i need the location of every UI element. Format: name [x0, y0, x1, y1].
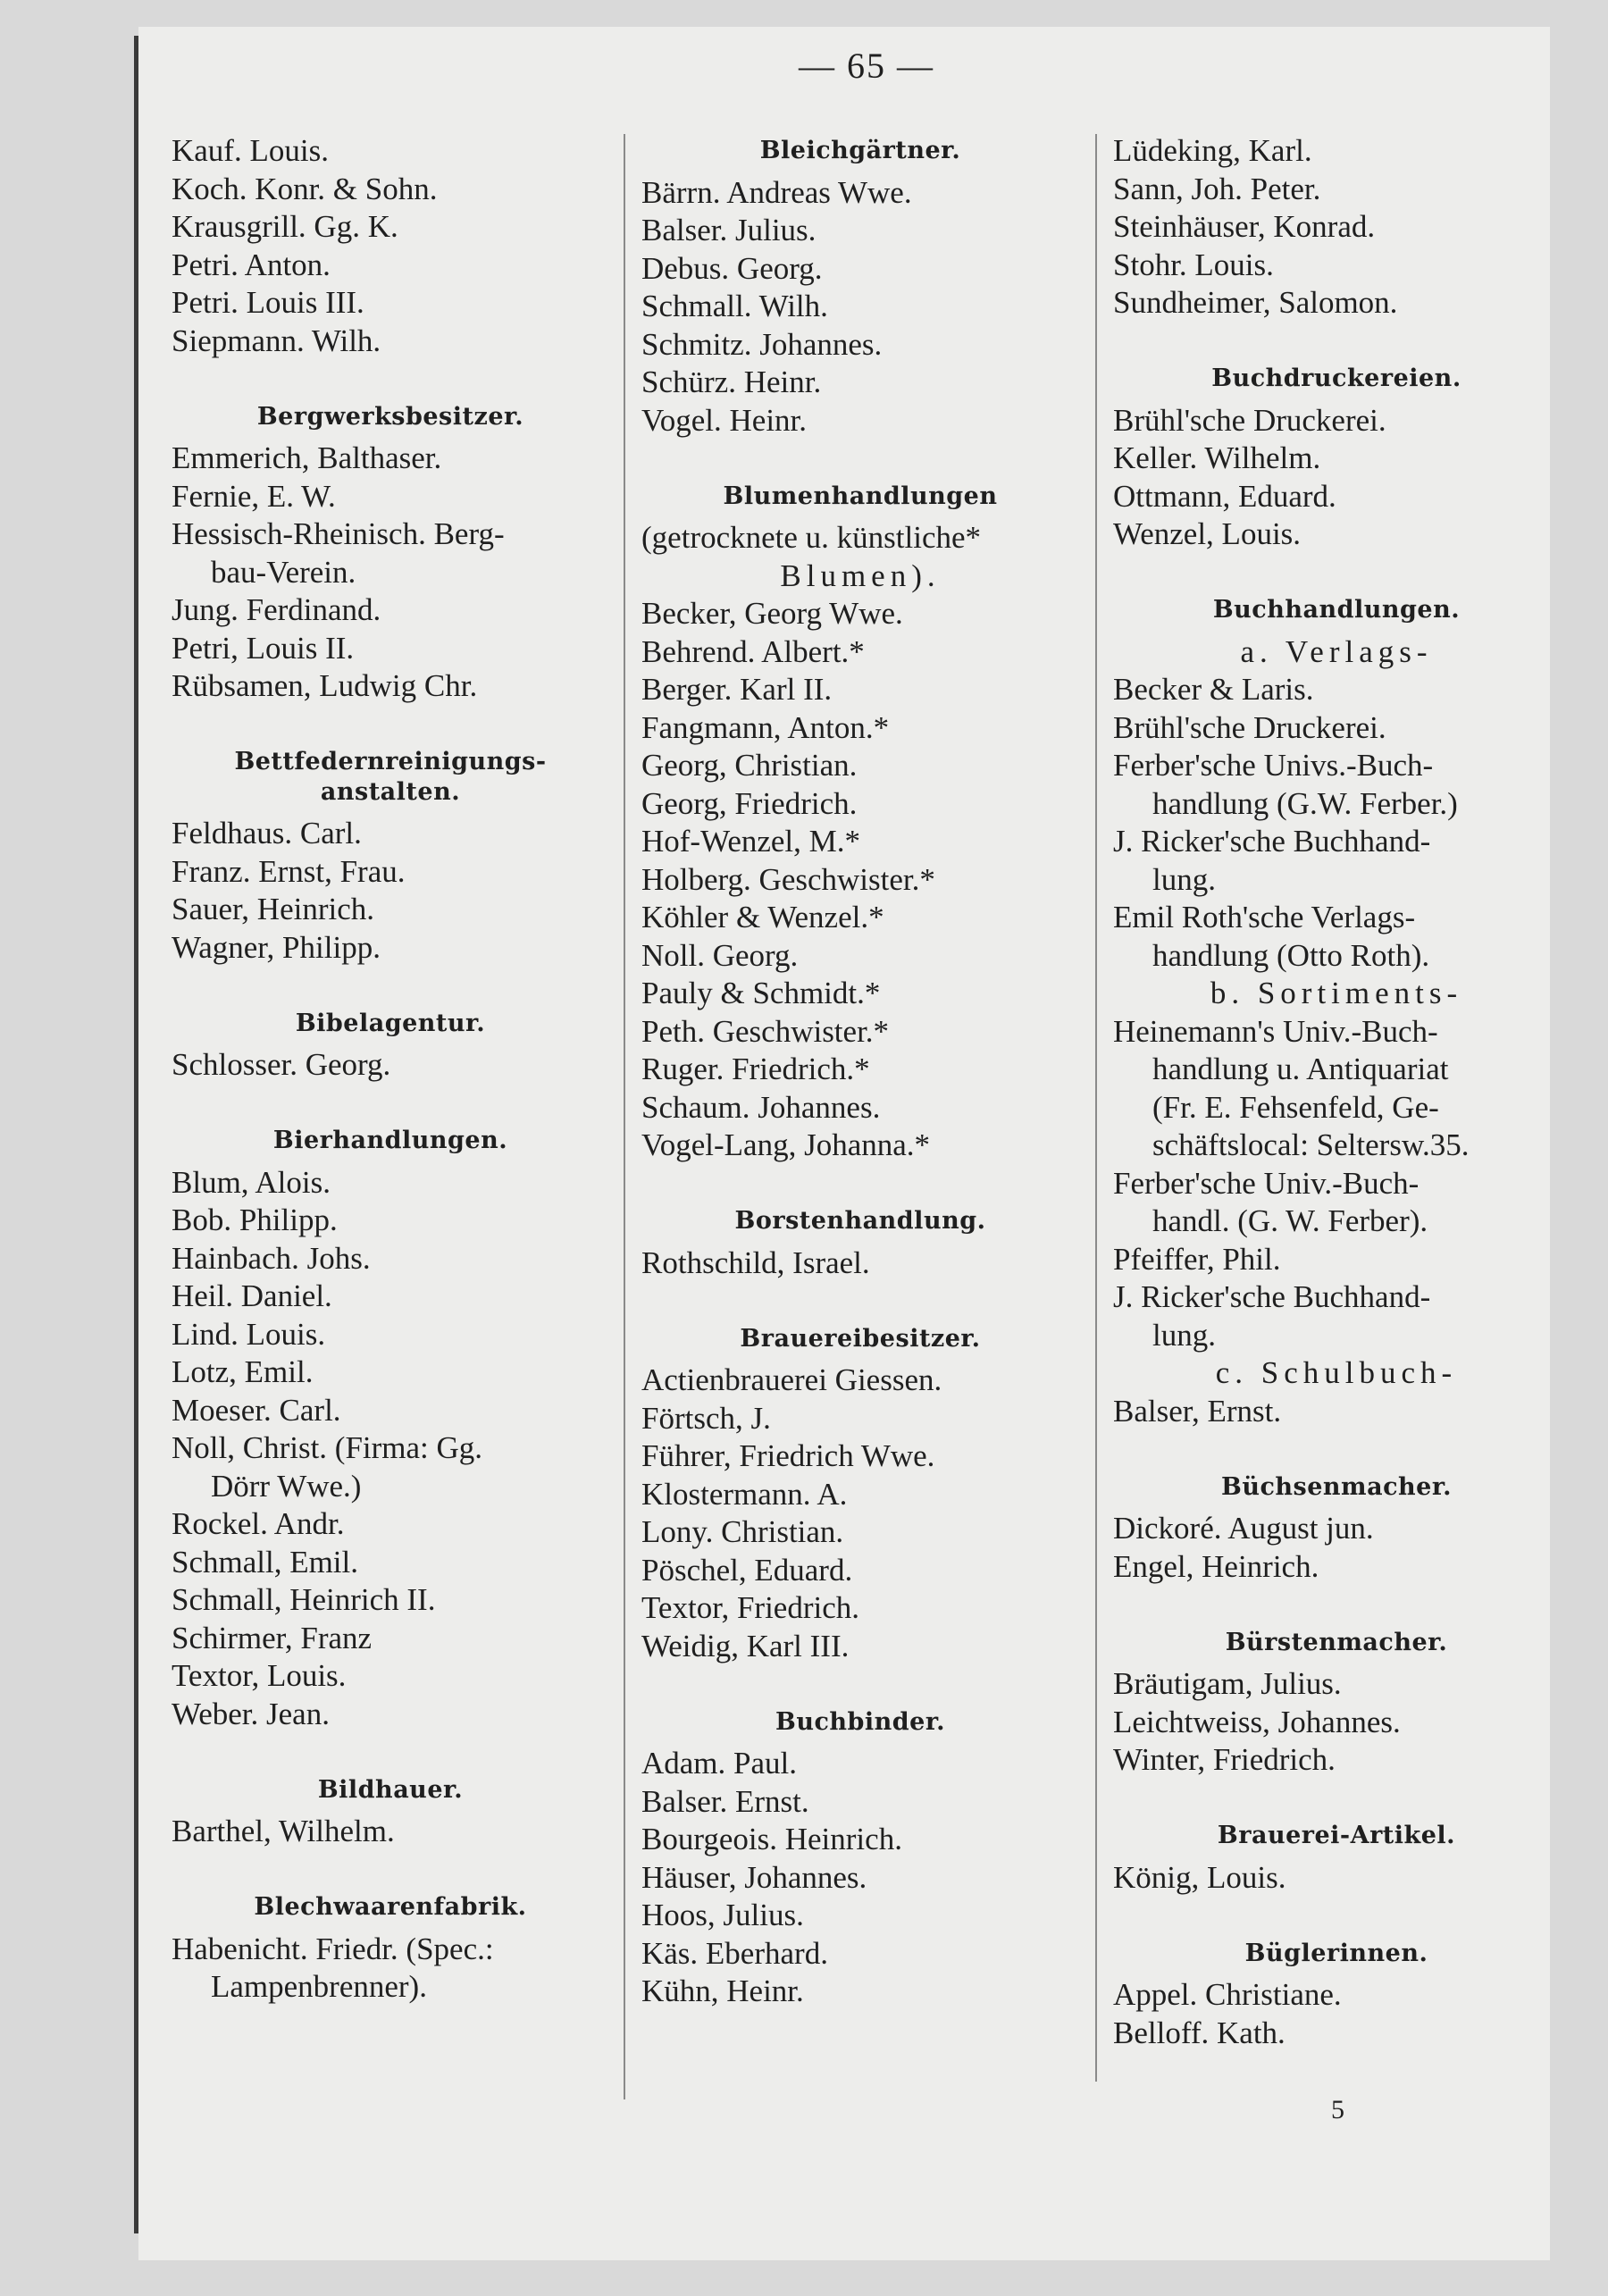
directory-entry: Lüdeking, Karl.	[1113, 133, 1312, 168]
directory-entry: Rübsamen, Ludwig Chr.	[172, 668, 478, 703]
section-gap	[172, 967, 609, 1005]
directory-entry: Fernie, E. W.	[172, 478, 336, 514]
directory-entry: Habenicht. Friedr. (Spec.:	[172, 1931, 494, 1966]
directory-entry: Schmitz. Johannes.	[641, 326, 883, 362]
directory-entry: Behrend. Albert.*	[641, 633, 865, 669]
section-gap	[1113, 554, 1560, 592]
directory-entry: Appel. Christiane.	[1113, 1977, 1342, 2012]
directory-entry: Hainbach. Johs.	[172, 1240, 371, 1276]
section-gap	[1113, 1780, 1560, 1818]
directory-entry: Kühn, Heinr.	[641, 1973, 804, 2008]
directory-entry: Feldhaus. Carl.	[172, 816, 362, 851]
directory-entry: Pfeiffer, Phil.	[1113, 1241, 1281, 1277]
section-gap	[641, 1165, 1079, 1203]
page-number: — 65 —	[799, 46, 934, 86]
directory-entry: Adam. Paul.	[641, 1746, 798, 1781]
section-heading: Blechwaarenfabrik.	[254, 1893, 527, 1921]
directory-entry: Siepmann. Wilh.	[172, 323, 381, 358]
directory-entry: Ruger. Friedrich.*	[641, 1052, 870, 1086]
section-heading: Bierhandlungen.	[272, 1127, 508, 1154]
directory-entry: Petri. Anton.	[172, 247, 331, 282]
directory-entry: Bräutigam, Julius.	[1113, 1666, 1342, 1701]
directory-entry: Actienbrauerei Giessen.	[641, 1362, 942, 1397]
directory-entry: Bärrn. Andreas Wwe.	[641, 174, 912, 210]
entry-continuation: lung.	[1152, 1317, 1216, 1353]
directory-entry: Debus. Georg.	[641, 250, 823, 286]
directory-entry: Kauf. Louis.	[172, 133, 329, 168]
directory-entry: Fangmann, Anton.*	[641, 709, 890, 745]
directory-entry: Wagner, Philipp.	[172, 929, 381, 965]
directory-entry: Noll, Christ. (Firma: Gg.	[172, 1430, 483, 1465]
directory-entry: Holberg. Geschwister.*	[641, 861, 935, 897]
directory-entry: J. Ricker'sche Buchhand-	[1113, 824, 1431, 859]
column-divider	[1095, 134, 1097, 2082]
section-heading: Bibelagentur.	[295, 1009, 486, 1037]
directory-entry: Blum, Alois.	[172, 1164, 331, 1200]
section-heading: Bildhauer.	[317, 1775, 464, 1804]
entry-continuation: handlung (G.W. Ferber.)	[1152, 785, 1458, 821]
directory-entry: Ferber'sche Univ.-Buch-	[1113, 1165, 1420, 1201]
directory-entry: Emil Roth'sche Verlags-	[1113, 900, 1416, 934]
directory-entry: Lotz, Emil.	[172, 1354, 314, 1389]
section-heading: Büglerinnen.	[1244, 1939, 1428, 1967]
directory-entry: Käs. Eberhard.	[641, 1935, 828, 1971]
directory-entry: Bourgeois. Heinrich.	[641, 1822, 902, 1856]
directory-entry: Balser. Julius.	[641, 213, 817, 247]
section-gap	[641, 1665, 1079, 1704]
directory-entry: Lony. Christian.	[641, 1514, 844, 1549]
directory-entry: Hessisch-Rheinisch. Berg-	[172, 516, 505, 551]
directory-entry: Vogel-Lang, Johanna.*	[641, 1127, 931, 1162]
directory-entry: Heinemann's Univ.-Buch-	[1113, 1013, 1438, 1049]
directory-entry: König, Louis.	[1113, 1859, 1286, 1895]
section-gap	[172, 1851, 609, 1890]
directory-entry: Textor, Friedrich.	[641, 1590, 859, 1625]
directory-entry: Becker & Laris.	[1113, 672, 1314, 707]
entry-continuation: schäftslocal: Seltersw.35.	[1152, 1127, 1470, 1162]
entry-continuation: handlung u. Antiquariat	[1152, 1052, 1449, 1086]
subsection-label: b. Sortiments-	[1210, 976, 1463, 1010]
section-heading: Borstenhandlung.	[734, 1207, 986, 1235]
directory-entry: Textor, Louis.	[172, 1658, 347, 1693]
directory-entry: Becker, Georg Wwe.	[641, 596, 903, 631]
directory-entry: Schmall, Emil.	[172, 1544, 359, 1580]
column-divider	[624, 134, 625, 2099]
directory-entry: (getrocknete u. künstliche*	[641, 520, 982, 555]
directory-entry: Ottmann, Eduard.	[1113, 478, 1336, 514]
directory-entry: Moeser. Carl.	[172, 1392, 341, 1428]
directory-entry: Weidig, Karl III.	[641, 1628, 850, 1663]
entry-continuation: Dörr Wwe.)	[211, 1468, 362, 1504]
section-heading: Buchbinder.	[775, 1707, 945, 1736]
directory-entry: J. Ricker'sche Buchhand-	[1113, 1279, 1431, 1314]
section-heading: Brauereibesitzer.	[740, 1324, 981, 1353]
directory-entry: Förtsch, J.	[641, 1400, 771, 1436]
directory-entry: Schmall, Heinrich II.	[172, 1582, 436, 1617]
directory-entry: Winter, Friedrich.	[1113, 1742, 1336, 1777]
section-gap	[172, 360, 609, 398]
directory-entry: Steinhäuser, Konrad.	[1113, 209, 1376, 244]
signature-mark: 5	[1331, 2095, 1344, 2124]
directory-entry: Vogel. Heinr.	[641, 402, 808, 438]
directory-entry: Rothschild, Israel.	[641, 1244, 870, 1280]
section-gap	[172, 1085, 609, 1123]
entry-continuation: Lampenbrenner).	[211, 1969, 427, 2004]
directory-column-2	[641, 132, 1079, 2011]
directory-entry: Schaum. Johannes.	[641, 1089, 881, 1125]
directory-entry: Köhler & Wenzel.*	[641, 900, 884, 934]
directory-entry: Schürz. Heinr.	[641, 365, 822, 399]
section-gap	[1113, 1586, 1560, 1624]
binding-edge	[134, 36, 138, 2233]
directory-entry: Führer, Friedrich Wwe.	[641, 1438, 935, 1473]
directory-entry: Schmall. Wilh.	[641, 289, 828, 323]
entry-continuation: (Fr. E. Fehsenfeld, Ge-	[1152, 1089, 1439, 1125]
section-gap	[172, 1733, 609, 1772]
directory-entry: Schirmer, Franz	[172, 1620, 373, 1655]
section-gap	[641, 440, 1079, 478]
directory-entry: Emmerich, Balthaser.	[172, 440, 442, 475]
directory-entry: Lind. Louis.	[172, 1316, 326, 1352]
directory-entry: Balser. Ernst.	[641, 1783, 809, 1819]
section-gap	[1113, 1897, 1560, 1935]
entry-continuation: bau-Verein.	[211, 554, 356, 590]
entry-continuation: handl. (G. W. Ferber).	[1152, 1203, 1428, 1238]
directory-entry: Belloff. Kath.	[1113, 2015, 1286, 2050]
subsection-label: a. Verlags-	[1240, 633, 1433, 669]
directory-column-1	[172, 132, 609, 2007]
directory-entry: Leichtweiss, Johannes.	[1113, 1704, 1401, 1739]
directory-entry: Pauly & Schmidt.*	[641, 976, 881, 1010]
directory-entry: Krausgrill. Gg. K.	[172, 209, 398, 244]
section-gap	[172, 706, 609, 744]
directory-entry: Wenzel, Louis.	[1113, 516, 1302, 551]
directory-entry: Sundheimer, Salomon.	[1113, 285, 1398, 320]
directory-entry: Rockel. Andr.	[172, 1506, 345, 1541]
directory-entry: Hoos, Julius.	[641, 1898, 804, 1932]
section-gap	[1113, 1430, 1560, 1469]
subsection-label: Blumen).	[780, 557, 941, 593]
directory-entry: Keller. Wilhelm.	[1113, 440, 1321, 475]
directory-entry: Heil. Daniel.	[172, 1278, 332, 1313]
entry-continuation: lung.	[1152, 861, 1216, 897]
directory-entry: Petri. Louis III.	[172, 285, 364, 320]
directory-entry: Balser, Ernst.	[1113, 1393, 1282, 1429]
directory-entry: Pöschel, Eduard.	[641, 1552, 853, 1588]
directory-entry: Brühl'sche Druckerei.	[1113, 709, 1386, 745]
section-heading: Buchhandlungen.	[1212, 596, 1461, 624]
directory-entry: Koch. Konr. & Sohn.	[172, 171, 438, 206]
directory-entry: Dickoré. August jun.	[1113, 1511, 1374, 1546]
directory-entry: Sann, Joh. Peter.	[1113, 171, 1321, 206]
directory-entry: Jung. Ferdinand.	[172, 592, 381, 627]
section-heading: Buchdruckereien.	[1211, 365, 1461, 392]
directory-entry: Sauer, Heinrich.	[172, 892, 374, 926]
directory-entry: Berger. Karl II.	[641, 672, 833, 707]
directory-entry: Weber. Jean.	[172, 1696, 330, 1731]
section-heading: Bleichgärtner.	[759, 137, 961, 164]
section-heading: Bürstenmacher.	[1225, 1628, 1448, 1656]
section-heading: Blumenhandlungen	[723, 482, 998, 510]
directory-entry: Georg, Friedrich.	[641, 785, 858, 821]
directory-entry: Peth. Geschwister.*	[641, 1013, 890, 1049]
directory-entry: Barthel, Wilhelm.	[172, 1814, 395, 1848]
subsection-label: c. Schulbuch-	[1215, 1355, 1458, 1390]
directory-entry: Franz. Ernst, Frau.	[172, 853, 406, 889]
section-gap	[641, 1282, 1079, 1320]
section-heading: Büchsenmacher.	[1221, 1472, 1452, 1501]
section-gap	[1113, 323, 1560, 361]
entry-continuation: handlung (Otto Roth).	[1152, 937, 1430, 973]
directory-entry: Bob. Philipp.	[172, 1202, 338, 1237]
directory-entry: Engel, Heinrich.	[1113, 1548, 1319, 1584]
directory-entry: Noll. Georg.	[641, 937, 799, 973]
directory-entry: Ferber'sche Univs.-Buch-	[1113, 748, 1434, 783]
directory-entry: Schlosser. Georg.	[172, 1047, 391, 1082]
section-heading: Brauerei-Artikel.	[1217, 1822, 1456, 1849]
directory-entry: Häuser, Johannes.	[641, 1859, 867, 1895]
directory-entry: Klostermann. A.	[641, 1476, 848, 1512]
directory-entry: Petri, Louis II.	[172, 630, 355, 666]
section-heading: Bettfedernreinigungs- anstalten.	[234, 748, 547, 806]
directory-entry: Georg, Christian.	[641, 748, 858, 783]
directory-entry: Stohr. Louis.	[1113, 247, 1274, 282]
section-heading: Bergwerksbesitzer.	[256, 402, 524, 431]
directory-entry: Hof-Wenzel, M.*	[641, 824, 861, 859]
directory-entry: Brühl'sche Druckerei.	[1113, 402, 1386, 438]
directory-column-3	[1113, 132, 1560, 2052]
